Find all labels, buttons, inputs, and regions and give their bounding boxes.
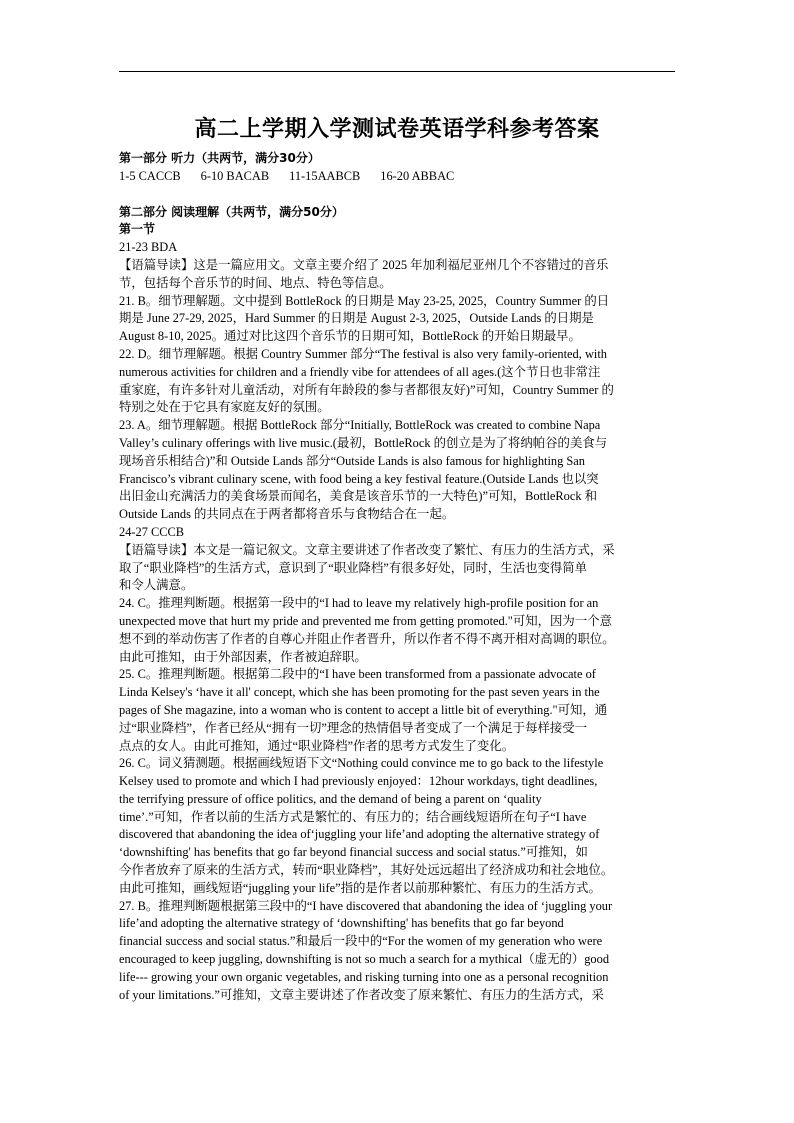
text-line: pages of She magazine, into a woman who is content to accept a little bit of everything."可知，通 (119, 702, 608, 717)
text-line: 24-27 CCCB (119, 524, 185, 539)
text-line: Kelsey used to promote and which I had previously enjoyed：12hour workdays, tight deadlines, (119, 774, 598, 789)
text-line: life--- growing your own organic vegetables, and risking turning into one as a personal recognition (119, 969, 609, 984)
part1-answers (119, 168, 679, 186)
text-line: 今作者放弃了原来的生活方式，转而“职业降档”，其好处远远超出了经济成功和社会地位。 (119, 863, 614, 878)
part2-heading: 第二部分 阅读理解（共两节，满分50分） (119, 204, 344, 219)
text-line: 过“职业降档”，作者已经从“拥有一切”理念的热情倡导者变成了一个满足于每样接受一 (119, 720, 588, 735)
text-line: time’.”可知，作者以前的生活方式是繁忙的、有压力的；结合画线短语所在句子“I have (119, 809, 587, 824)
text-line: 由此可推知，画线短语“juggling your life”指的是作者以前那种繁忙、有压力的生活方式。 (119, 880, 601, 895)
text-line: August 8-10, 2025。通过对比这四个音乐节的日期可知，BottleRock 的开始日期最早。 (119, 329, 581, 344)
text-line: Valley’s culinary offerings with live music.(最初，BottleRock 的创立是为了将纳帕谷的美食与 (119, 435, 608, 450)
section-heading: 第一节 (119, 222, 156, 237)
text-line: 24. C。推理判断题。根据第一段中的“I had to leave my relatively high-profile position for an (119, 596, 599, 611)
text-line: Francisco’s vibrant culinary scene, with food being a key festival feature.(Outside Lands 也以突 (119, 471, 599, 486)
page-title: 高二上学期入学测试卷英语学科参考答案 (194, 117, 600, 142)
text-line: 【语篇导读】本文是一篇记叙文。文章主要讲述了作者改变了繁忙、有压力的生活方式，采 (119, 542, 615, 557)
text-line: discovered that abandoning the idea of‘juggling your life’and adopting the alternative strategy of (119, 827, 600, 842)
text-line: the terrifying pressure of office politics, and the demand of being a parent on ‘quality (119, 791, 542, 806)
header-rule (119, 71, 675, 72)
text-line: numerous activities for children and a friendly vibe for attendees of all ages.(这个节日也非常注 (119, 364, 601, 379)
text-line: Outside Lands 的共同点在于两者都将音乐与食物结合在一起。 (119, 507, 455, 522)
text-line: 特别之处在于它具有家庭友好的氛围。 (119, 400, 330, 415)
text-line: 点点的女人。由此可推知，通过“职业降档”作者的思考方式发生了变化。 (119, 738, 515, 753)
answer-group: 6-10 BACAB (200, 168, 270, 183)
text-line: 21. B。细节理解题。文中提到 BottleRock 的日期是 May 23-25, 2025，Country Summer 的日 (119, 293, 610, 308)
text-line: 25. C。推理判断题。根据第二段中的“I have been transformed from a passionate advocate of (119, 667, 596, 682)
answer-group: 1-5 CACCB (119, 168, 181, 183)
answer-group: 16-20 ABBAC (380, 168, 455, 183)
text-line: financial success and social status.”和最后一段中的“For the women of my generation who were (119, 934, 603, 949)
text-line: unexpected move that hurt my pride and prevented me from getting promoted."可知，因为一个意 (119, 613, 612, 628)
text-line: 22. D。细节理解题。根据 Country Summer 部分“The festival is also very family-oriented, with (119, 346, 607, 361)
text-line: 21-23 BDA (119, 240, 178, 255)
text-line: 期是 June 27-29, 2025，Hard Summer 的日期是 August 2-3, 2025，Outside Lands 的日期是 (119, 311, 594, 326)
text-line: 现场音乐相结合)”和 Outside Lands 部分“Outside Lands is also famous for highlighting San (119, 453, 585, 468)
text-line: life’and adopting the alternative strategy of ‘downshifting' has benefits that go far beyond (119, 916, 564, 931)
text-line: 和令人满意。 (119, 578, 194, 593)
answer-text-lines (119, 239, 679, 1004)
text-line: 节，包括每个音乐节的时间、地点、特色等信息。 (119, 275, 392, 290)
text-line: 23. A。细节理解题。根据 BottleRock 部分“Initially, BottleRock was created to combine Napa (119, 418, 601, 433)
text-line: 【语篇导读】这是一篇应用文。文章主要介绍了 2025 年加利福尼亚州几个不容错过的音乐 (119, 257, 609, 272)
text-line: encouraged to keep juggling, downshifting is not so much a search for a mythical（虚无的）good (119, 952, 610, 967)
text-line: Linda Kelsey's ‘have it all' concept, which she has been promoting for the past seven years in the (119, 685, 600, 700)
text-line: of your limitations.”可推知，文章主要讲述了作者改变了原来繁忙、有压力的生活方式，采 (119, 987, 604, 1002)
text-line: 出旧金山充满活力的美食场景而闻名，美食是该音乐节的一大特色)”可知，BottleRock 和 (119, 489, 598, 504)
text-line: 27. B。推理判断题根据第三段中的“I have discovered that abandoning the idea of ‘juggling your (119, 898, 613, 913)
part1-heading: 第一部分 听力（共两节，满分30分） (119, 151, 320, 165)
text-line: ‘downshifting' has benefits that go far beyond financial success and social status.”可推知，如 (119, 845, 588, 860)
text-line: 重家庭，有许多针对儿童活动，对所有年龄段的参与者都很友好)”可知，Country Summer 的 (119, 382, 614, 397)
text-line: 取了“职业降档”的生活方式，意识到了“职业降档”有很多好处，同时，生活也变得简单 (119, 560, 588, 575)
text-line: 想不到的举动伤害了作者的自尊心并阻止作者晋升，所以作者不得不离开相对高调的职位。 (119, 631, 615, 646)
answer-group: 11-15AABCB (289, 168, 361, 183)
text-line: 由此可推知，由于外部因素，作者被迫辞职。 (119, 649, 367, 664)
text-line: 26. C。词义猜测题。根据画线短语下文“Nothing could convince me to go back to the lifestyle (119, 756, 604, 771)
document-body (119, 150, 679, 1004)
